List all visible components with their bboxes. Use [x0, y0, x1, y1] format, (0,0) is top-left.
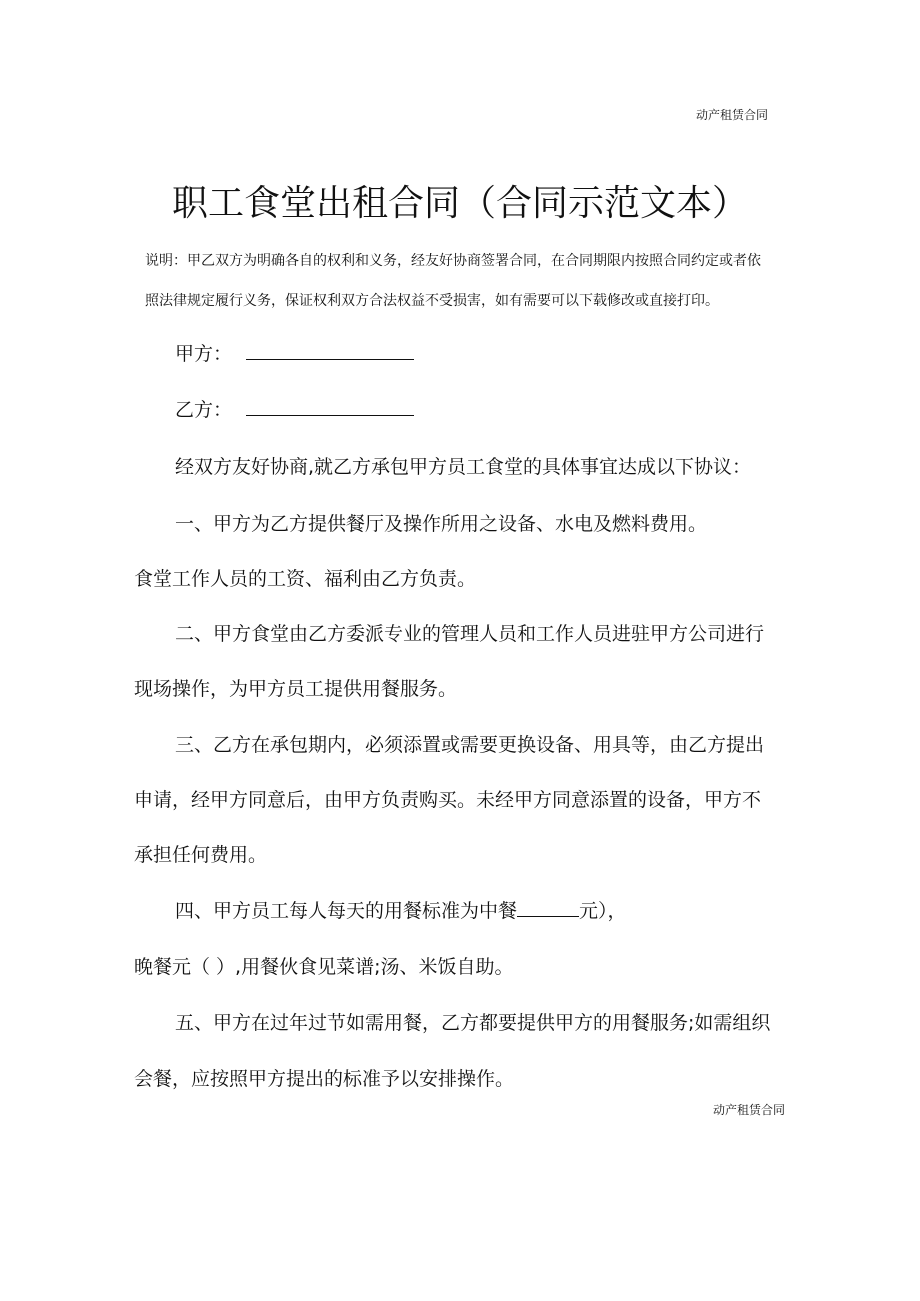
party-a-row	[175, 342, 414, 366]
party-b-blank	[246, 415, 414, 416]
header-note: 动产租赁合同	[696, 108, 769, 122]
clause-1-line-2: 食堂工作人员的工资、福利由乙方负责。	[134, 568, 477, 590]
document-title: 职工食堂出租合同（合同示范文本）	[171, 183, 748, 224]
party-a-blank	[246, 359, 414, 360]
clause-5-line-2: 会餐，应按照甲方提出的标准予以安排操作。	[134, 1068, 515, 1090]
clause-3-line-1: 三、乙方在承包期内，必须添置或需要更换设备、用具等，由乙方提出	[175, 734, 765, 756]
clause-4-line-2: 晚餐元（ ）,用餐伙食见菜谱;汤、米饭自助。	[134, 956, 514, 978]
description-line-2: 照法律规定履行义务，保证权利双方合法权益不受损害，如有需要可以下载修改或直接打印。	[145, 293, 719, 309]
description-line-1: 说明：甲乙双方为明确各自的权利和义务，经友好协商签署合同，在合同期限内按照合同约定或者依	[145, 253, 761, 269]
clause-4-suffix: 元），	[579, 900, 627, 922]
clause-3-line-3: 承担任何费用。	[134, 844, 268, 866]
footer-note: 动产租赁合同	[713, 1103, 786, 1117]
lunch-amount-blank	[517, 916, 579, 917]
clause-1-line-1: 一、甲方为乙方提供餐厅及操作所用之设备、水电及燃料费用。	[175, 513, 708, 535]
intro-paragraph: 经双方友好协商,就乙方承包甲方员工食堂的具体事宜达成以下协议：	[175, 456, 752, 478]
clause-2-line-2: 现场操作，为甲方员工提供用餐服务。	[134, 678, 458, 700]
clause-2-line-1: 二、甲方食堂由乙方委派专业的管理人员和工作人员进驻甲方公司进行	[175, 623, 765, 645]
clause-4-line-1	[175, 899, 627, 923]
clause-3-line-2: 申请，经甲方同意后，由甲方负责购买。未经甲方同意添置的设备，甲方不	[134, 789, 762, 811]
clause-5-line-1: 五、甲方在过年过节如需用餐，乙方都要提供甲方的用餐服务;如需组织	[175, 1012, 771, 1034]
party-b-row	[175, 398, 414, 422]
party-a-label: 甲方：	[175, 343, 233, 365]
clause-4-prefix: 四、甲方员工每人每天的用餐标准为中餐	[175, 900, 518, 922]
party-b-label: 乙方：	[175, 399, 233, 421]
